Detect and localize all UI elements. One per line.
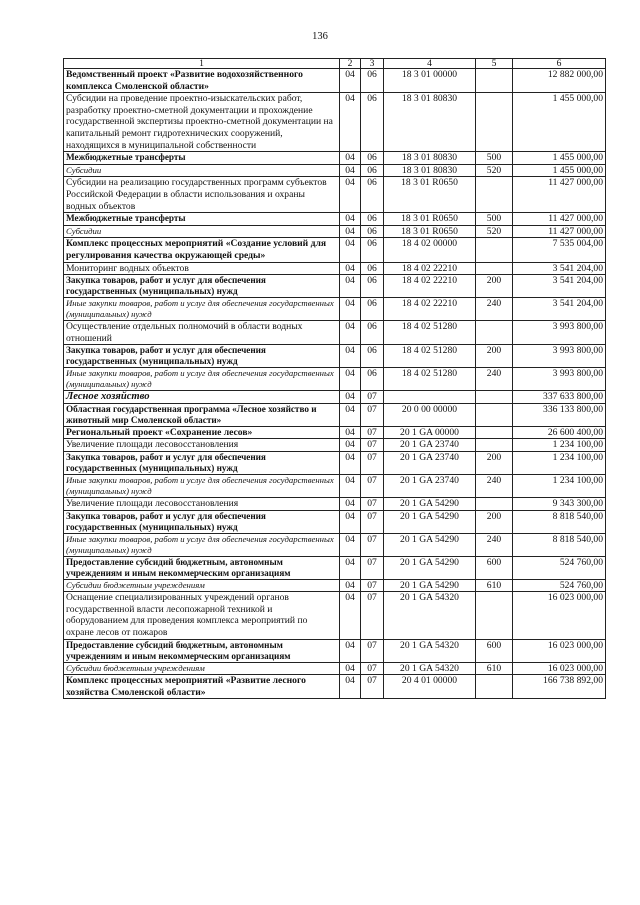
row-name: Закупка товаров, работ и услуг для обеспечения государственных (муниципальных) нужд	[64, 510, 340, 533]
row-name: Иные закупки товаров, работ и услуг для обеспечения государственных (муниципальных) нужд	[64, 533, 340, 556]
row-subsection-code: 07	[361, 426, 384, 439]
row-section-code: 04	[340, 662, 361, 675]
row-expense-type	[476, 177, 513, 213]
row-name: Иные закупки товаров, работ и услуг для обеспечения государственных (муниципальных) нужд	[64, 368, 340, 391]
table-body	[64, 69, 606, 699]
row-target-article: 20 4 01 00000	[384, 675, 476, 699]
row-subsection-code: 07	[361, 498, 384, 511]
row-target-article: 20 1 GA 00000	[384, 426, 476, 439]
row-section-code: 04	[340, 345, 361, 368]
row-section-code: 04	[340, 452, 361, 475]
row-subsection-code: 06	[361, 275, 384, 298]
row-subsection-code: 06	[361, 345, 384, 368]
row-name: Ведомственный проект «Развитие водохозяйственного комплекса Смоленской области»	[64, 69, 340, 93]
table-row	[64, 213, 606, 226]
row-section-code: 04	[340, 403, 361, 426]
row-subsection-code: 07	[361, 403, 384, 426]
row-amount: 16 023 000,00	[513, 662, 606, 675]
row-target-article: 18 4 02 51280	[384, 321, 476, 345]
row-amount: 16 023 000,00	[513, 639, 606, 662]
page-number: 136	[312, 31, 328, 42]
row-amount: 8 818 540,00	[513, 510, 606, 533]
row-target-article: 18 3 01 R0650	[384, 213, 476, 226]
row-section-code: 04	[340, 675, 361, 699]
table-row	[64, 592, 606, 639]
row-target-article: 18 4 02 00000	[384, 238, 476, 262]
row-target-article: 20 1 GA 23740	[384, 475, 476, 498]
row-amount: 1 234 100,00	[513, 452, 606, 475]
row-target-article: 20 1 GA 54290	[384, 556, 476, 579]
row-section-code: 04	[340, 475, 361, 498]
row-section-code: 04	[340, 579, 361, 592]
row-name: Осуществление отдельных полномочий в области водных отношений	[64, 321, 340, 345]
table-row	[64, 498, 606, 511]
row-section-code: 04	[340, 639, 361, 662]
row-expense-type	[476, 498, 513, 511]
row-expense-type	[476, 391, 513, 404]
row-amount: 337 633 800,00	[513, 391, 606, 404]
row-section-code: 04	[340, 510, 361, 533]
row-name: Закупка товаров, работ и услуг для обеспечения государственных (муниципальных) нужд	[64, 452, 340, 475]
row-target-article: 18 4 02 22210	[384, 298, 476, 321]
row-amount: 1 234 100,00	[513, 439, 606, 452]
row-target-article: 18 3 01 R0650	[384, 225, 476, 238]
table-row	[64, 298, 606, 321]
row-name: Субсидии на проведение проектно-изыскательских работ, разработку проектно-сметной документации и прохождение государственной экспертизы проектно-сметной документации на капитальный ремонт гидротехнических сооружений, находящихся в муниципальной собственности	[64, 93, 340, 152]
row-section-code: 04	[340, 498, 361, 511]
row-expense-type	[476, 403, 513, 426]
row-section-code: 04	[340, 533, 361, 556]
row-amount: 11 427 000,00	[513, 213, 606, 226]
row-expense-type: 600	[476, 639, 513, 662]
row-target-article: 18 4 02 22210	[384, 262, 476, 275]
row-amount: 3 541 204,00	[513, 262, 606, 275]
row-section-code: 04	[340, 368, 361, 391]
row-subsection-code: 07	[361, 533, 384, 556]
row-target-article: 20 1 GA 23740	[384, 439, 476, 452]
row-target-article: 20 1 GA 54290	[384, 533, 476, 556]
row-name: Межбюджетные трансферты	[64, 152, 340, 165]
row-subsection-code: 06	[361, 298, 384, 321]
row-expense-type	[476, 238, 513, 262]
row-section-code: 04	[340, 177, 361, 213]
row-name: Предоставление субсидий бюджетным, автономным учреждениям и иным некоммерческим организациям	[64, 556, 340, 579]
table-row	[64, 225, 606, 238]
row-amount: 1 234 100,00	[513, 475, 606, 498]
header-cell-2: 2	[340, 59, 361, 69]
table-row	[64, 439, 606, 452]
row-name: Межбюджетные трансферты	[64, 213, 340, 226]
row-expense-type: 200	[476, 510, 513, 533]
row-target-article: 18 3 01 R0650	[384, 177, 476, 213]
row-expense-type	[476, 439, 513, 452]
row-name: Лесное хозяйство	[64, 391, 340, 404]
row-amount: 8 818 540,00	[513, 533, 606, 556]
row-section-code: 04	[340, 164, 361, 177]
row-name: Иные закупки товаров, работ и услуг для обеспечения государственных (муниципальных) нужд	[64, 298, 340, 321]
row-target-article: 20 1 GA 54320	[384, 592, 476, 639]
row-target-article: 18 3 01 80830	[384, 164, 476, 177]
row-section-code: 04	[340, 213, 361, 226]
row-expense-type: 240	[476, 368, 513, 391]
row-section-code: 04	[340, 152, 361, 165]
row-expense-type	[476, 321, 513, 345]
row-subsection-code: 07	[361, 592, 384, 639]
row-subsection-code: 07	[361, 452, 384, 475]
header-cell-6: 6	[513, 59, 606, 69]
table-row	[64, 391, 606, 404]
table-row	[64, 152, 606, 165]
row-name: Комплекс процессных мероприятий «Создание условий для регулирования качества окружающей среды»	[64, 238, 340, 262]
row-amount: 3 993 800,00	[513, 345, 606, 368]
row-name: Закупка товаров, работ и услуг для обеспечения государственных (муниципальных) нужд	[64, 275, 340, 298]
row-target-article: 18 4 02 22210	[384, 275, 476, 298]
row-name: Субсидии бюджетным учреждениям	[64, 662, 340, 675]
row-expense-type: 500	[476, 213, 513, 226]
row-expense-type: 240	[476, 475, 513, 498]
row-name: Оснащение специализированных учреждений органов государственной власти лесопожарной техникой и оборудованием для проведения комплекса мероприятий по охране лесов от пожаров	[64, 592, 340, 639]
row-amount: 3 993 800,00	[513, 368, 606, 391]
row-amount: 336 133 800,00	[513, 403, 606, 426]
row-amount: 524 760,00	[513, 579, 606, 592]
row-target-article: 20 1 GA 54290	[384, 510, 476, 533]
row-subsection-code: 06	[361, 321, 384, 345]
table-row	[64, 403, 606, 426]
row-name: Субсидии бюджетным учреждениям	[64, 579, 340, 592]
row-expense-type: 610	[476, 579, 513, 592]
table-row	[64, 321, 606, 345]
row-name: Увеличение площади лесовосстановления	[64, 498, 340, 511]
row-amount: 12 882 000,00	[513, 69, 606, 93]
header-cell-3: 3	[361, 59, 384, 69]
row-target-article: 20 1 GA 54320	[384, 639, 476, 662]
row-subsection-code: 07	[361, 510, 384, 533]
row-section-code: 04	[340, 93, 361, 152]
row-section-code: 04	[340, 439, 361, 452]
row-amount: 3 541 204,00	[513, 298, 606, 321]
row-section-code: 04	[340, 69, 361, 93]
table-row	[64, 164, 606, 177]
row-expense-type: 200	[476, 345, 513, 368]
row-target-article: 20 1 GA 54290	[384, 498, 476, 511]
header-cell-5: 5	[476, 59, 513, 69]
row-subsection-code: 06	[361, 225, 384, 238]
table-row	[64, 510, 606, 533]
row-target-article: 20 0 00 00000	[384, 403, 476, 426]
row-target-article: 20 1 GA 23740	[384, 452, 476, 475]
row-subsection-code: 07	[361, 439, 384, 452]
row-name: Субсидии	[64, 164, 340, 177]
table-row	[64, 556, 606, 579]
row-target-article	[384, 391, 476, 404]
row-target-article: 18 3 01 80830	[384, 152, 476, 165]
row-expense-type: 610	[476, 662, 513, 675]
row-name: Субсидии на реализацию государственных программ субъектов Российской Федерации в области использования и охраны водных объектов	[64, 177, 340, 213]
row-subsection-code: 06	[361, 152, 384, 165]
row-target-article: 18 4 02 51280	[384, 345, 476, 368]
row-expense-type: 600	[476, 556, 513, 579]
table-row	[64, 69, 606, 93]
row-expense-type: 200	[476, 452, 513, 475]
row-section-code: 04	[340, 321, 361, 345]
row-amount: 11 427 000,00	[513, 177, 606, 213]
row-amount: 524 760,00	[513, 556, 606, 579]
row-section-code: 04	[340, 592, 361, 639]
row-section-code: 04	[340, 391, 361, 404]
row-name: Региональный проект «Сохранение лесов»	[64, 426, 340, 439]
row-subsection-code: 07	[361, 556, 384, 579]
table-row	[64, 275, 606, 298]
row-name: Субсидии	[64, 225, 340, 238]
row-subsection-code: 07	[361, 391, 384, 404]
table-row	[64, 238, 606, 262]
table-row	[64, 368, 606, 391]
table-row	[64, 475, 606, 498]
row-section-code: 04	[340, 556, 361, 579]
row-expense-type	[476, 93, 513, 152]
row-amount: 26 600 400,00	[513, 426, 606, 439]
row-expense-type: 520	[476, 225, 513, 238]
row-expense-type	[476, 262, 513, 275]
row-amount: 166 738 892,00	[513, 675, 606, 699]
row-subsection-code: 07	[361, 675, 384, 699]
row-name: Мониторинг водных объектов	[64, 262, 340, 275]
row-subsection-code: 07	[361, 639, 384, 662]
table-row	[64, 452, 606, 475]
row-subsection-code: 06	[361, 213, 384, 226]
row-subsection-code: 06	[361, 177, 384, 213]
row-section-code: 04	[340, 298, 361, 321]
row-amount: 11 427 000,00	[513, 225, 606, 238]
table-row	[64, 262, 606, 275]
row-name: Иные закупки товаров, работ и услуг для обеспечения государственных (муниципальных) нужд	[64, 475, 340, 498]
row-target-article: 18 3 01 80830	[384, 93, 476, 152]
table-row	[64, 675, 606, 699]
table-row	[64, 579, 606, 592]
table-row	[64, 426, 606, 439]
row-expense-type: 200	[476, 275, 513, 298]
row-expense-type	[476, 592, 513, 639]
row-amount: 1 455 000,00	[513, 164, 606, 177]
row-target-article: 20 1 GA 54290	[384, 579, 476, 592]
row-expense-type: 240	[476, 298, 513, 321]
row-subsection-code: 07	[361, 475, 384, 498]
row-section-code: 04	[340, 238, 361, 262]
row-subsection-code: 06	[361, 69, 384, 93]
row-amount: 3 993 800,00	[513, 321, 606, 345]
row-name: Увеличение площади лесовосстановления	[64, 439, 340, 452]
row-amount: 9 343 300,00	[513, 498, 606, 511]
row-amount: 7 535 004,00	[513, 238, 606, 262]
row-target-article: 18 4 02 51280	[384, 368, 476, 391]
table-row	[64, 345, 606, 368]
row-section-code: 04	[340, 275, 361, 298]
row-section-code: 04	[340, 262, 361, 275]
row-amount: 3 541 204,00	[513, 275, 606, 298]
header-cell-4: 4	[384, 59, 476, 69]
table-row	[64, 662, 606, 675]
row-subsection-code: 06	[361, 368, 384, 391]
row-subsection-code: 06	[361, 238, 384, 262]
row-amount: 1 455 000,00	[513, 152, 606, 165]
table-row	[64, 533, 606, 556]
row-expense-type	[476, 675, 513, 699]
row-amount: 1 455 000,00	[513, 93, 606, 152]
row-name: Закупка товаров, работ и услуг для обеспечения государственных (муниципальных) нужд	[64, 345, 340, 368]
table-row	[64, 177, 606, 213]
row-name: Областная государственная программа «Лесное хозяйство и животный мир Смоленской области»	[64, 403, 340, 426]
row-expense-type: 500	[476, 152, 513, 165]
table-row	[64, 639, 606, 662]
row-subsection-code: 07	[361, 662, 384, 675]
row-subsection-code: 06	[361, 164, 384, 177]
row-subsection-code: 06	[361, 262, 384, 275]
row-subsection-code: 07	[361, 579, 384, 592]
budget-table	[63, 58, 606, 699]
row-subsection-code: 06	[361, 93, 384, 152]
table-row	[64, 93, 606, 152]
row-expense-type	[476, 69, 513, 93]
row-section-code: 04	[340, 426, 361, 439]
header-row	[64, 59, 606, 69]
row-target-article: 18 3 01 00000	[384, 69, 476, 93]
row-expense-type	[476, 426, 513, 439]
row-name: Комплекс процессных мероприятий «Развитие лесного хозяйства Смоленской области»	[64, 675, 340, 699]
row-amount: 16 023 000,00	[513, 592, 606, 639]
row-target-article: 20 1 GA 54320	[384, 662, 476, 675]
header-cell-1: 1	[64, 59, 340, 69]
row-expense-type: 240	[476, 533, 513, 556]
row-section-code: 04	[340, 225, 361, 238]
row-expense-type: 520	[476, 164, 513, 177]
row-name: Предоставление субсидий бюджетным, автономным учреждениям и иным некоммерческим организациям	[64, 639, 340, 662]
